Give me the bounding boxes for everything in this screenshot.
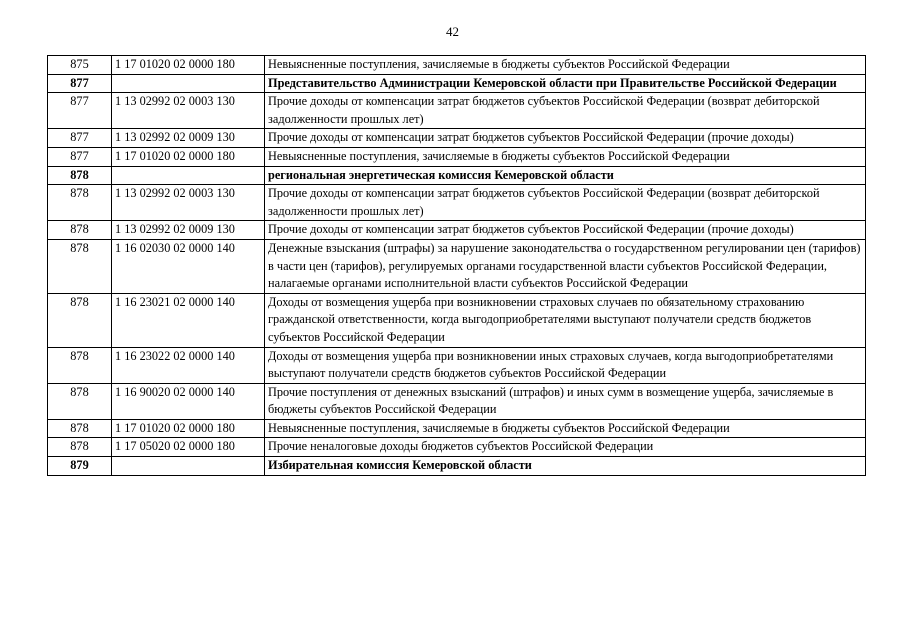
revenue-code-cell: 1 17 01020 02 0000 180 <box>112 419 265 438</box>
table-row <box>48 185 866 221</box>
table-row <box>48 383 866 419</box>
revenue-name-cell: Невыясненные поступления, зачисляемые в бюджеты субъектов Российской Федерации <box>265 419 866 438</box>
admin-code-cell: 878 <box>48 166 112 185</box>
revenue-codes-table <box>47 55 866 476</box>
revenue-code-cell: 1 13 02992 02 0003 130 <box>112 93 265 129</box>
revenue-code-cell: 1 17 01020 02 0000 180 <box>112 56 265 75</box>
admin-code-cell: 878 <box>48 239 112 293</box>
table-row <box>48 347 866 383</box>
revenue-code-cell: 1 16 23022 02 0000 140 <box>112 347 265 383</box>
table-row <box>48 438 866 457</box>
revenue-code-cell: 1 13 02992 02 0003 130 <box>112 185 265 221</box>
revenue-name-cell: Доходы от возмещения ущерба при возникновении иных страховых случаев, когда выгодоприобретателями выступают получатели средств бюджетов субъектов Российской Федерации <box>265 347 866 383</box>
table-row <box>48 419 866 438</box>
revenue-code-cell: 1 13 02992 02 0009 130 <box>112 129 265 148</box>
admin-code-cell: 878 <box>48 185 112 221</box>
table-body <box>48 56 866 476</box>
revenue-code-cell: 1 13 02992 02 0009 130 <box>112 221 265 240</box>
admin-code-cell: 875 <box>48 56 112 75</box>
admin-code-cell: 877 <box>48 93 112 129</box>
revenue-name-cell: Прочие неналоговые доходы бюджетов субъектов Российской Федерации <box>265 438 866 457</box>
revenue-name-cell: Прочие доходы от компенсации затрат бюджетов субъектов Российской Федерации (прочие доходы) <box>265 221 866 240</box>
admin-code-cell: 878 <box>48 438 112 457</box>
admin-code-cell: 878 <box>48 419 112 438</box>
admin-code-cell: 877 <box>48 147 112 166</box>
administrator-header-row <box>48 74 866 93</box>
revenue-name-cell: Доходы от возмещения ущерба при возникновении страховых случаев по обязательному страхованию гражданской ответственности, когда выгодоприобретателями выступают получатели средств бюджетов субъектов Российской Федерации <box>265 293 866 347</box>
table-row <box>48 93 866 129</box>
revenue-code-cell: 1 17 01020 02 0000 180 <box>112 147 265 166</box>
revenue-code-cell <box>112 166 265 185</box>
admin-code-cell: 878 <box>48 293 112 347</box>
table-row <box>48 239 866 293</box>
administrator-header-row <box>48 457 866 476</box>
revenue-code-cell <box>112 457 265 476</box>
revenue-name-cell: Денежные взыскания (штрафы) за нарушение законодательства о государственном регулировании цен (тарифов) в части цен (тарифов), регулируемых органами государственной власти субъектов Российской Федерации, налагаемые органами исполнительной власти субъектов Российской Федерации <box>265 239 866 293</box>
admin-code-cell: 877 <box>48 129 112 148</box>
page-number: 42 <box>446 24 459 39</box>
administrator-header-row <box>48 166 866 185</box>
revenue-code-cell: 1 16 90020 02 0000 140 <box>112 383 265 419</box>
admin-code-cell: 877 <box>48 74 112 93</box>
table-row <box>48 293 866 347</box>
revenue-name-cell: Невыясненные поступления, зачисляемые в бюджеты субъектов Российской Федерации <box>265 56 866 75</box>
revenue-name-cell: региональная энергетическая комиссия Кемеровской области <box>265 166 866 185</box>
revenue-code-cell: 1 16 02030 02 0000 140 <box>112 239 265 293</box>
revenue-name-cell: Прочие доходы от компенсации затрат бюджетов субъектов Российской Федерации (прочие доходы) <box>265 129 866 148</box>
admin-code-cell: 878 <box>48 221 112 240</box>
admin-code-cell: 879 <box>48 457 112 476</box>
table-row <box>48 129 866 148</box>
admin-code-cell: 878 <box>48 383 112 419</box>
revenue-name-cell: Невыясненные поступления, зачисляемые в бюджеты субъектов Российской Федерации <box>265 147 866 166</box>
revenue-name-cell: Представительство Администрации Кемеровской области при Правительстве Российской Федерации <box>265 74 866 93</box>
revenue-code-cell: 1 17 05020 02 0000 180 <box>112 438 265 457</box>
revenue-name-cell: Прочие доходы от компенсации затрат бюджетов субъектов Российской Федерации (возврат дебиторской задолженности прошлых лет) <box>265 185 866 221</box>
revenue-code-cell: 1 16 23021 02 0000 140 <box>112 293 265 347</box>
admin-code-cell: 878 <box>48 347 112 383</box>
table-row <box>48 147 866 166</box>
revenue-name-cell: Избирательная комиссия Кемеровской области <box>265 457 866 476</box>
table-row <box>48 56 866 75</box>
revenue-code-cell <box>112 74 265 93</box>
table-row <box>48 221 866 240</box>
revenue-name-cell: Прочие поступления от денежных взысканий (штрафов) и иных сумм в возмещение ущерба, зачисляемые в бюджеты субъектов Российской Федерации <box>265 383 866 419</box>
revenue-name-cell: Прочие доходы от компенсации затрат бюджетов субъектов Российской Федерации (возврат дебиторской задолженности прошлых лет) <box>265 93 866 129</box>
